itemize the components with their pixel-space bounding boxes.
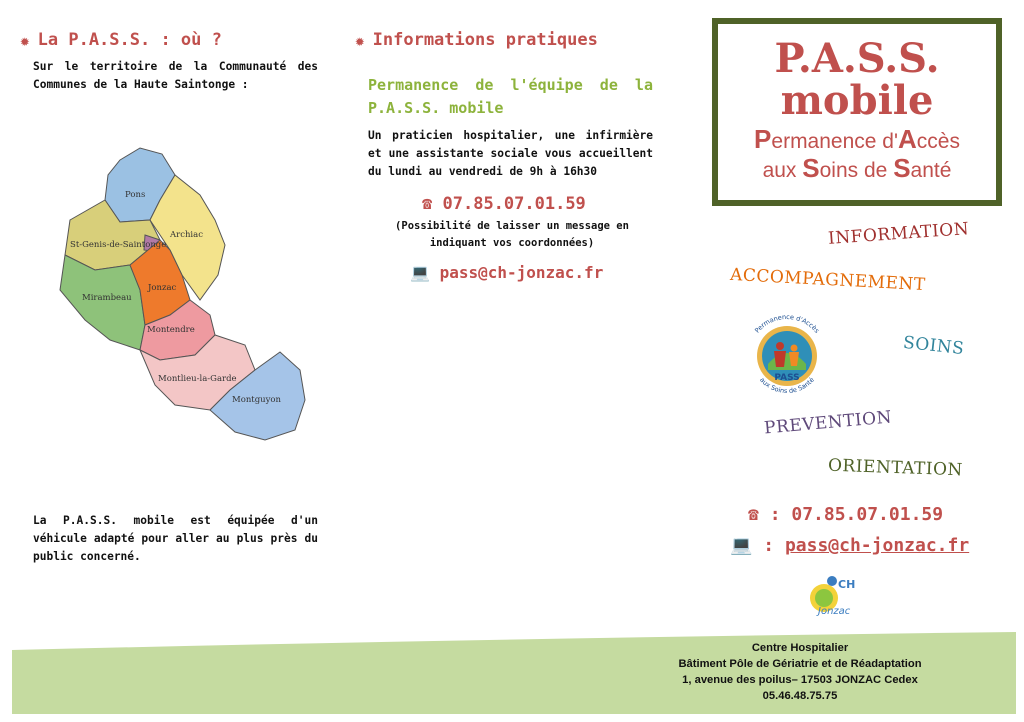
title-mobile: mobile	[780, 77, 934, 124]
title-subtitle-line1: Permanence d'Accès	[754, 124, 960, 154]
footer-address	[600, 640, 1000, 704]
footer-line-1: Centre Hospitalier	[751, 642, 849, 654]
footer-line-2: Bâtiment Pôle de Gériatrie et de Réadaptation	[678, 658, 922, 670]
right-email	[730, 535, 969, 556]
map-label-archiac: Archiac	[170, 230, 203, 240]
territory-map	[50, 140, 320, 450]
star-icon: ✹	[355, 30, 365, 50]
title-pass: P.A.S.S.	[774, 35, 940, 82]
practical-heading-text: Informations pratiques	[372, 30, 598, 50]
ch-jonzac-logo	[808, 572, 870, 618]
right-email-sep: :	[763, 535, 775, 556]
title-subtitle-line2: aux Soins de Santé	[762, 153, 952, 183]
computer-icon: 💻	[410, 263, 430, 282]
map-label-montguyon: Montguyon	[232, 395, 282, 405]
map-label-stgenis: St-Genis-de-Saintonge	[70, 240, 167, 250]
star-icon: ✹	[20, 30, 30, 50]
word-orientation: ORIENTATION	[827, 455, 964, 481]
phone-icon: ☎	[422, 194, 433, 214]
ch-logo-top: CH	[838, 578, 856, 591]
right-email-link[interactable]: pass@ch-jonzac.fr	[784, 535, 970, 556]
computer-icon: 💻	[730, 535, 753, 556]
where-heading	[20, 30, 222, 50]
footer-line-3: 1, avenue des poilus– 17503 JONZAC Cedex	[682, 674, 918, 686]
middle-email	[410, 263, 603, 282]
phone-icon: ☎	[748, 504, 759, 525]
pass-logo-ring-top: Permanence d'Accès	[753, 312, 821, 335]
word-information: INFORMATION	[827, 219, 970, 249]
pass-logo	[740, 312, 834, 398]
middle-email-link[interactable]: pass@ch-jonzac.fr	[439, 263, 604, 282]
map-label-montendre: Montendre	[147, 325, 195, 335]
word-prevention: PREVENTION	[763, 407, 893, 439]
vehicle-text: La P.A.S.S. mobile est équipée d'un véhicule adapté pour aller au plus près du public concerné.	[33, 514, 318, 563]
where-heading-text: La P.A.S.S. : où ?	[37, 30, 222, 50]
phone-note: (Possibilité de laisser un message en indiquant vos coordonnées)	[395, 220, 629, 249]
right-phone-number[interactable]: : 07.85.07.01.59	[769, 504, 944, 525]
team-description: Un praticien hospitalier, une infirmière et une assistante sociale vous accueillent du lundi au vendredi de 9h à 16h30	[368, 129, 653, 178]
title-box	[712, 18, 1002, 206]
pass-logo-center: PASS	[774, 373, 800, 383]
pass-logo-ring-bottom: aux Soins de Santé	[758, 375, 816, 396]
word-soins: SOINS	[902, 332, 966, 360]
middle-phone-number[interactable]: 07.85.07.01.59	[442, 194, 586, 214]
word-accompagnement: ACCOMPAGNEMENT	[729, 264, 927, 296]
map-label-pons: Pons	[125, 190, 146, 200]
right-phone	[748, 504, 943, 525]
permanence-subheading: Permanence de l'équipe de la P.A.S.S. mobile	[368, 76, 653, 117]
practical-heading	[355, 30, 598, 50]
map-label-jonzac: Jonzac	[148, 283, 177, 293]
map-label-mirambeau: Mirambeau	[82, 293, 132, 303]
map-label-montlieu: Montlieu-la-Garde	[158, 374, 237, 384]
ch-logo-bottom: Jonzac	[818, 606, 851, 617]
territory-intro: Sur le territoire de la Communauté des Communes de la Haute Saintonge :	[33, 60, 318, 91]
middle-phone	[422, 194, 586, 214]
footer-line-4: 05.46.48.75.75	[762, 690, 838, 702]
